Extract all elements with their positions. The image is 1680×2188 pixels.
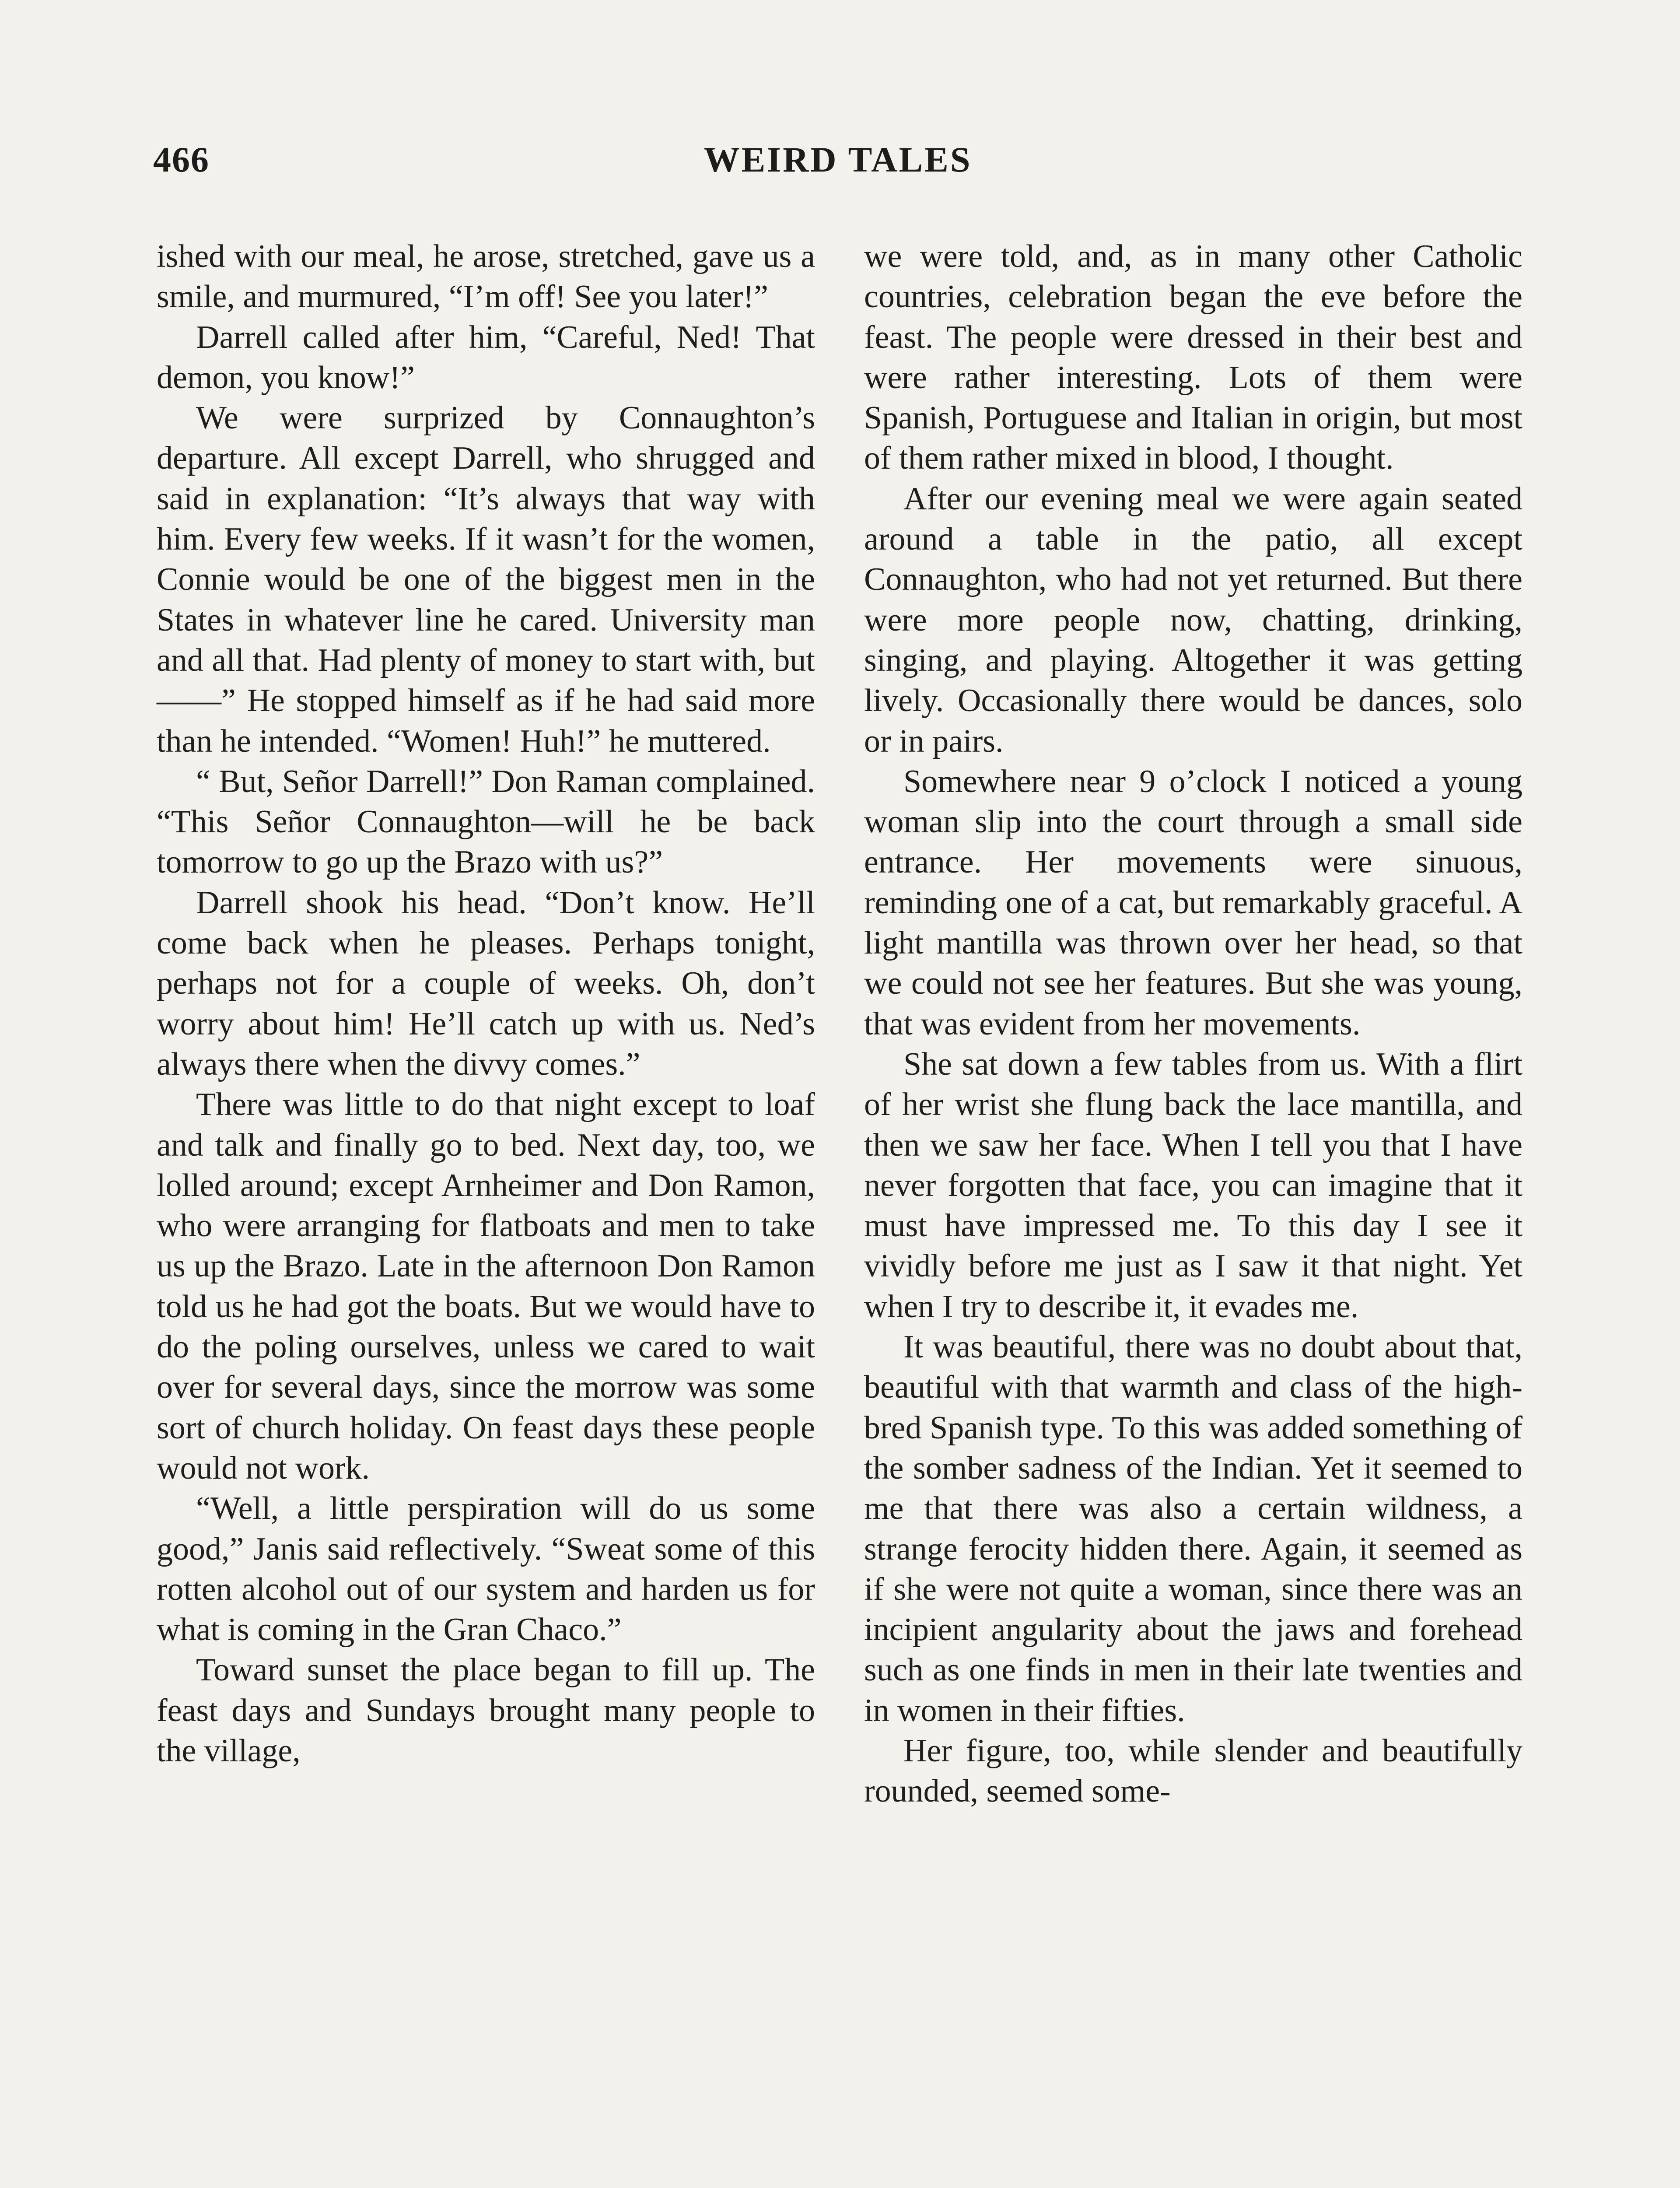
paragraph: Darrell called after him, “Careful, Ned! That demon, you know!” [157, 319, 815, 396]
paragraph: She sat down a few tables from us. With a flirt of her wrist she flung back the lace mantilla, and then we saw her face. When I tell you that I have never forgotten that face, you can imagine that it must have impressed me. To this day I see it vividly before me just as I saw it that night. Yet when I try to describe it, it evades me. [864, 1046, 1522, 1325]
paragraph: ished with our meal, he arose, stretched, gave us a smile, and murmured, “I’m off! See you later!” [157, 238, 815, 315]
paragraph: “ But, Señor Darrell!” Don Raman complained. “This Señor Connaughton—will he be back tomorrow to go up the Brazo with us?” [157, 763, 815, 880]
page-header [153, 139, 1522, 187]
paragraph: After our evening meal we were again seated around a table in the patio, all except Connaughton, who had not yet returned. But there were more people now, chatting, drinking, singing, and playing. Altogether it was getting lively. Occasionally there would be dances, solo or in pairs. [864, 480, 1522, 759]
page-number: 466 [153, 140, 210, 179]
running-title: WEIRD TALES [704, 140, 972, 179]
right-column [864, 236, 1522, 1812]
paragraph: Darrell shook his head. “Don’t know. He’ll come back when he pleases. Perhaps tonight, perhaps not for a couple of weeks. Oh, don’t worry about him! He’ll catch up with us. Ned’s always there when the divvy comes.” [157, 884, 815, 1082]
paragraph: There was little to do that night except to loaf and talk and finally go to bed. Next day, too, we lolled around; except Arnheimer and Don Ramon, who were arranging for flatboats and men to take us up the Brazo. Late in the afternoon Don Ramon told us he had got the boats. But we would have to do the poling ourselves, unless we cared to wait over for several days, since the morrow was some sort of church holiday. On feast days these people would not work. [157, 1087, 815, 1486]
paragraph: It was beautiful, there was no doubt about that, beautiful with that warmth and class of the high-bred Spanish type. To this was added something of the somber sadness of the Indian. Yet it seemed to me that there was also a certain wildness, a strange ferocity hidden there. Again, it seemed as if she were not quite a woman, since there was an incipient angularity about the jaws and forehead such as one finds in men in their late twenties and in women in their fifties. [864, 1329, 1522, 1729]
paragraph: Her figure, too, while slender and beautifully rounded, seemed some- [864, 1732, 1522, 1809]
paragraph: Somewhere near 9 o’clock I noticed a young woman slip into the court through a small side entrance. Her movements were sinuous, reminding one of a cat, but remarkably graceful. A light mantilla was thrown over her head, so that we could not see her features. But she was young, that was evident from her movements. [864, 763, 1522, 1042]
paragraph: “Well, a little perspiration will do us some good,” Janis said reflectively. “Sweat some of this rotten alcohol out of our system and harden us for what is coming in the Gran Chaco.” [157, 1490, 815, 1648]
paragraph: we were told, and, as in many other Catholic countries, celebration began the eve before the feast. The people were dressed in their best and were rather interesting. Lots of them were Spanish, Portuguese and Italian in origin, but most of them rather mixed in blood, I thought. [864, 238, 1522, 477]
paragraph: Toward sunset the place began to fill up. The feast days and Sundays brought many people to the village, [157, 1652, 815, 1769]
paragraph: We were surprized by Connaughton’s departure. All except Darrell, who shrugged and said in explanation: “It’s always that way with him. Every few weeks. If it wasn’t for the women, Connie would be one of the biggest men in the States in whatever line he cared. University man and all that. Had plenty of money to start with, but——” He stopped himself as if he had said more than he intended. “Women! Huh!” he muttered. [157, 400, 815, 759]
left-column [157, 236, 815, 1771]
